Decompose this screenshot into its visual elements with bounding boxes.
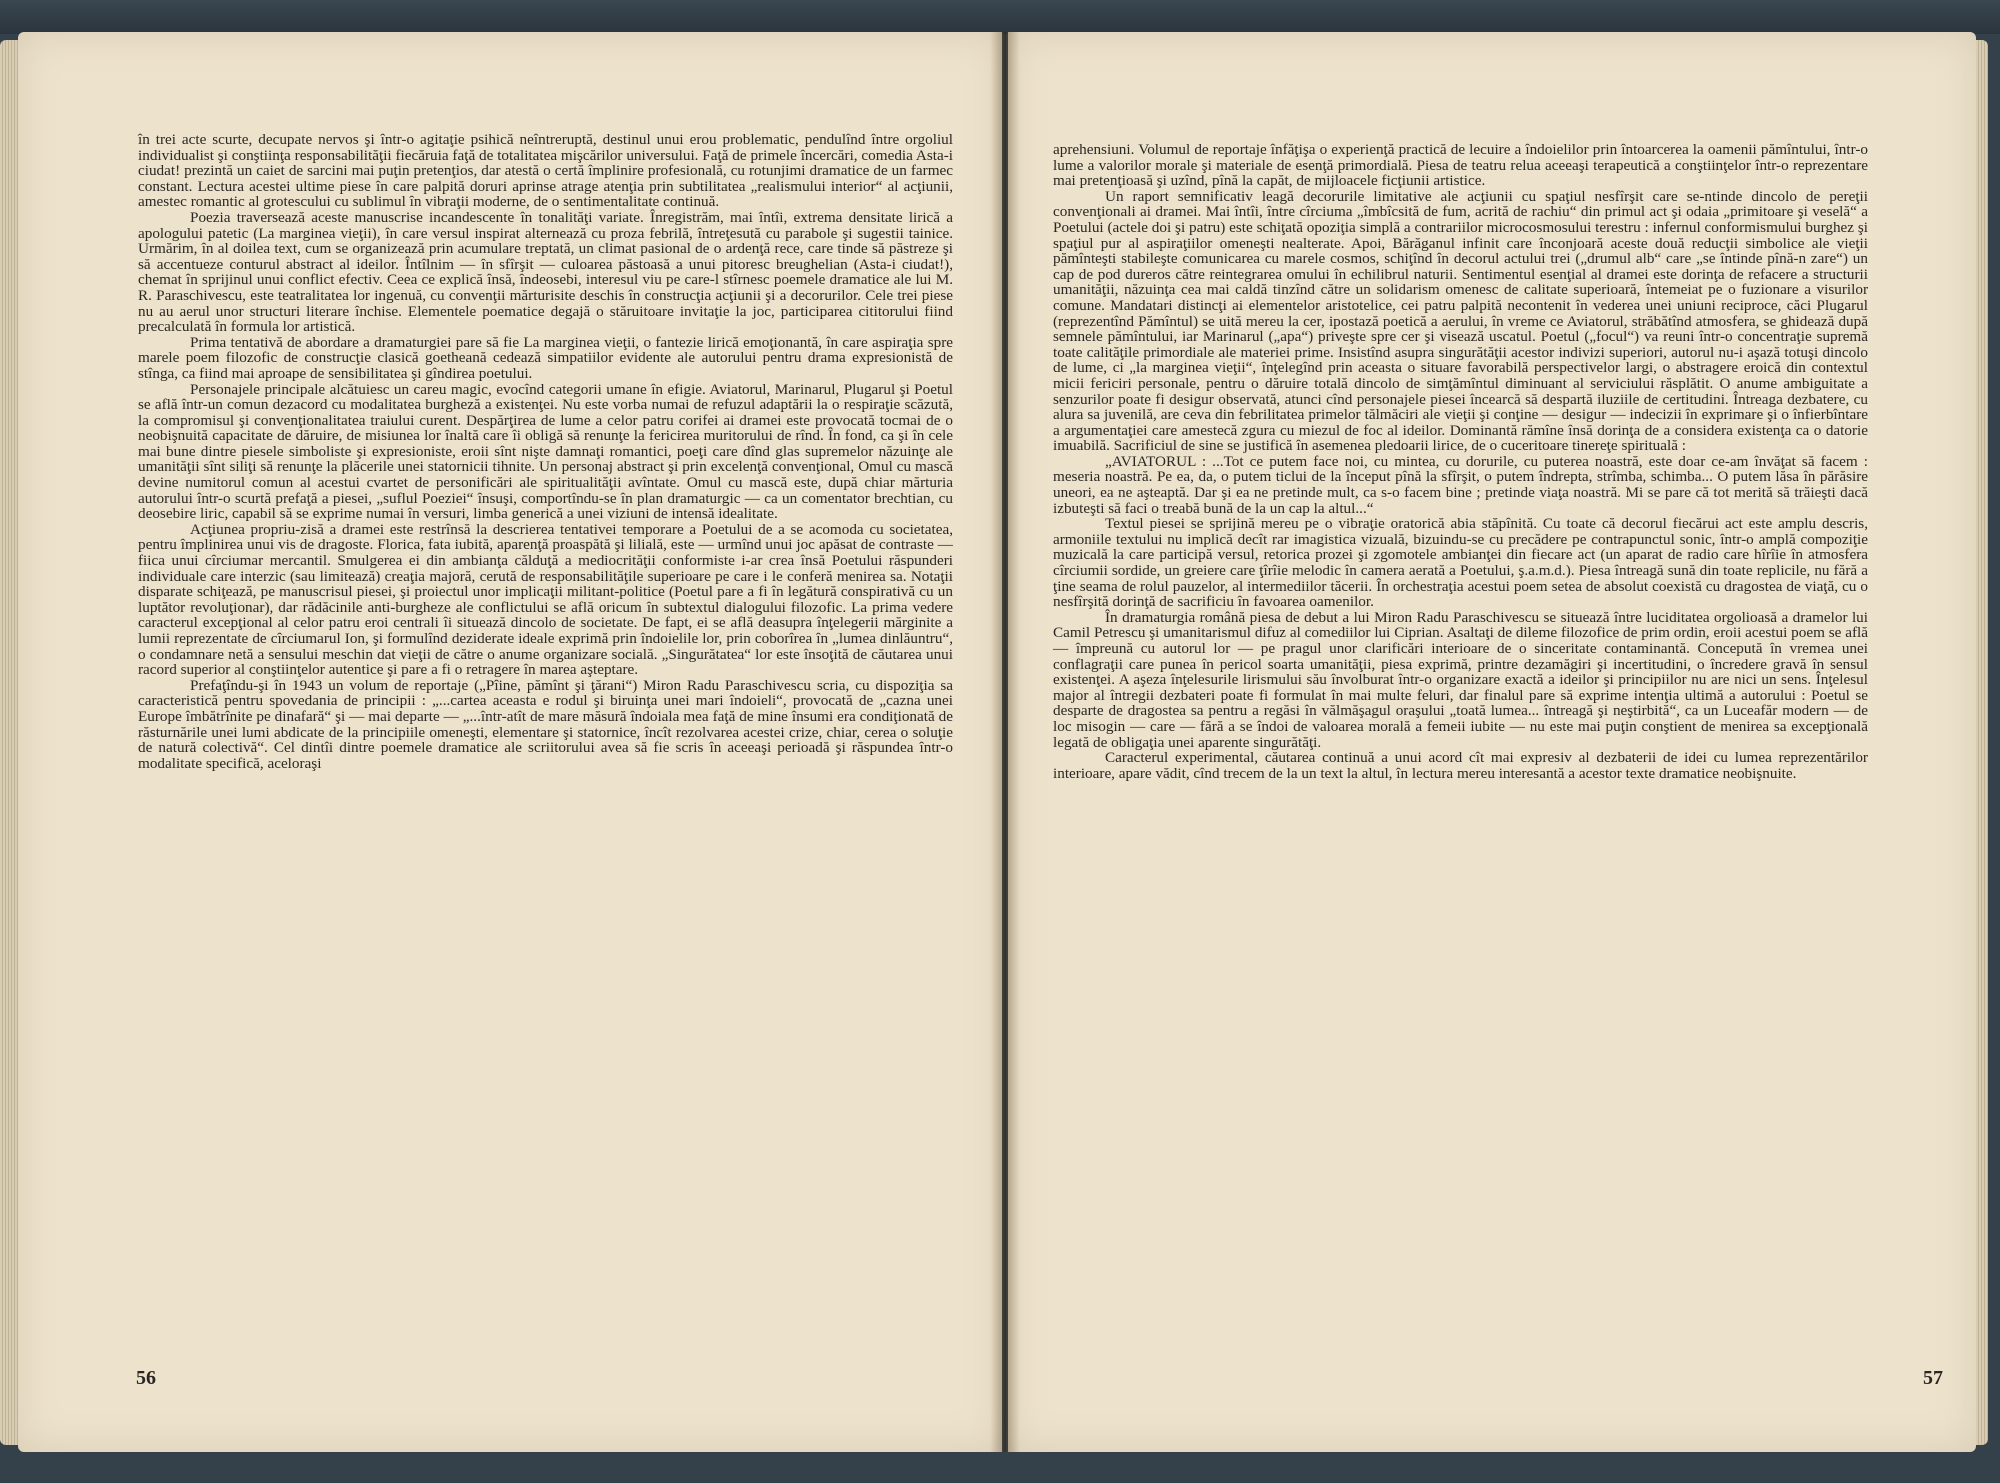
paragraph: Prima tentativă de abordare a dramaturgiei pare să fie La marginea vieţii, o fantezie lirică emoţionantă, în care aspiraţia spre marele poem filozofic de construcţie clasică goetheană cedează simpatiilor evidente ale autorului pentru drama expresionistă de stînga, ca fiind mai aproape de sensibilitatea şi gîndirea poetului. xyxy=(138,333,953,382)
left-page xyxy=(18,32,1002,1452)
right-page xyxy=(1008,32,1976,1452)
paragraph: Textul piesei se sprijină mereu pe o vibraţie oratorică abia stăpînită. Cu toate că decorul fiecărui act este amplu descris, armoniile textului nu implică decît rar imagistica vizuală, bizuindu-se cu precădere pe contrapunctul sonic, într-o amplă compoziţie muzicală la care participă versul, retorica prozei şi zgomotele ambianţei din fiecare act (un aparat de radio care hîrîie în atmosfera cîrciumii sordide, un greiere care ţîrîie melodic în camera aerată a Poetului, ş.a.m.d.). Piesa întreagă sună din toate replicile, nu fără a ţine seama de rolul pauzelor, al intermediilor tăcerii. În orchestraţia acestui poem setea de absolut coexistă cu dragostea de viaţă, cu o nesfîrşită dorinţă de sacrificiu în favoarea oamenilor. xyxy=(1053,515,1868,611)
left-page-text xyxy=(138,132,953,771)
paragraph: Poezia traversează aceste manuscrise incandescente în tonalităţi variate. Înregistrăm, mai întîi, extrema densitate lirică a apologului patetic (La marginea vieţii), în care versul inspirat alternează cu proza febrilă, întreţesută cu parabole şi sugestii tainice. Urmărim, în al doilea text, cum se organizează prin acumulare treptată, un climat pasional de o ardenţă rece, care tinde să păstreze şi să accentueze conturul abstract al ideilor. Întîlnim — în sfîrşit — culoarea păstoasă a unui pitoresc breughelian (Asta-i ciudat!), chemat în sprijinul unui conflict efectiv. Ceea ce explică însă, îndeosebi, interesul viu pe care-l stîrnesc poemele dramatice ale lui M. R. Paraschivescu, este teatralitatea lor ingenuă, cu convenţii mărturisite deschis în construcţia acţiunii şi a decorurilor. Cele trei piese nu au aerul unor structuri literare închise. Elementele poematice degajă o stăruitoare invitaţie la joc, participarea cititorului fiind precalculată în formula lor artistică. xyxy=(138,208,953,336)
paragraph: Caracterul experimental, căutarea continuă a unui acord cît mai expresiv al dezbaterii de idei cu lumea reprezentărilor interioare, apare vădit, cînd trecem de la un text la altul, în lectura mereu interesantă a acestor texte dramatice neobişnuite. xyxy=(1053,749,1868,782)
quotation: „AVIATORUL : ...Tot ce putem face noi, cu mintea, cu dorurile, cu puterea noastră, este doar ce-am învăţat să facem : meseria noastră. Pe ea, da, o putem ticlui de la început pînă la sfîrşit, o putem îndrepta, strîmba, schimba... O putem lăsa în părăsire uneori, ea ne aşteaptă. Dar şi ea ne pretinde mult, ca s-o facem bine ; pretinde viaţa noastră. Mi se pare că tot merită să trăieşti dacă izbuteşti să faci o treabă bună de la un cap la altul...“ xyxy=(1053,452,1868,517)
paragraph: în trei acte scurte, decupate nervos şi într-o agitaţie psihică neîntreruptă, destinul unui erou problematic, pendulînd între orgoliul individualist şi conştiinţa responsabilităţii fiecăruia faţă de totalitatea mişcărilor universului. Faţă de primele încercări, comedia Asta-i ciudat! prezintă un caiet de sarcini mai puţin pretenţios, dar atestă o certă împlinire profesională, cu rotunjimi dramatice de un farmec constant. Lectura acestei ultime piese în care palpită doruri aprinse atrage atenţia prin subtilitatea „realismului interior“ al acţiunii, amestec romantic al grotescului cu sublimul în vibraţii moderne, de o sentimentalitate continuă. xyxy=(138,131,953,211)
book-cover-edge xyxy=(0,0,2000,34)
page-number: 56 xyxy=(136,1367,156,1389)
paragraph: Personajele principale alcătuiesc un careu magic, evocînd categorii umane în efigie. Aviatorul, Marinarul, Plugarul şi Poetul se află într-un comun dezacord cu modalitatea burgheză a existenţei. Nu este vorba numai de refuzul adaptării la o respiraţie scăzută, la compromisul şi convenţionalitatea traiului curent. Despărţirea de lume a celor patru corifei ai dramei este provocată tocmai de o neobişnuită capacitate de dăruire, de misiunea lor înaltă care îi obligă să renunţe la fericirea muritorului de rînd. În fond, ca şi în cele mai bune dintre piesele simboliste şi expresioniste, eroii sînt nişte damnaţi romantici, poeţi care dînd glas supremelor năzuinţe ale umanităţii sînt siliţi să renunţe la plăcerile unei statornicii tihnite. Un personaj abstract şi prin excelenţă convenţional, Omul cu mască devine numitorul comun al acestui cvartet de personificări ale spiritualităţii avîntate. Omul cu mască este, după chiar mărturia autorului într-o scurtă prefaţă a piesei, „suflul Poeziei“ însuşi, comportîndu-se în plan dramaturgic — ca un comentator brechtian, cu deosebire liric, capabil să se exprime numai în versuri, limba generică a unei viziuni de intensă idealitate. xyxy=(138,380,953,523)
paragraph: În dramaturgia română piesa de debut a lui Miron Radu Paraschivescu se situează între luciditatea orgolioasă a dramelor lui Camil Petrescu şi umanitarismul difuz al comediilor lui Ciprian. Asaltaţi de dileme filozofice de prim ordin, eroii acestui poem se află — împreună cu autorul lor — pe pragul unor clarificări interioare de o sinceritate contaminantă. Concepută în vremea unei conflagraţii care punea în pericol soarta umanităţii, piesa exprimă, printre dezamăgiri şi incertitudini, o încredere gravă în sensul existenţei. A aşeza înţelesurile lirismului său învolburat într-o organizare exactă a ideilor şi principiilor nu are nici un sens. Înţelesul major al întregii dezbateri poate fi formulat în mai multe feluri, dar finalul pare să exprime intenţia ultimă a autorului : Poetul se desparte de dragostea sa pentru a regăsi în vălmăşagul oraşului „toată lumea... întreagă şi neştirbită“, ca un Luceafăr modern — de loc misogin — care — fără a se îndoi de valoarea morală a femeii iubite — nu este mai puţin conştient de menirea sa excepţională legată de obligaţia unei aparente singurătăţi. xyxy=(1053,608,1868,751)
left-page-edges xyxy=(0,40,20,1445)
book-gutter xyxy=(990,32,1020,1452)
paragraph: aprehensiuni. Volumul de reportaje înfăţişa o experienţă practică de lecuire a îndoielilor prin întoarcerea la oamenii pămîntului, într-o lume a valorilor morale şi materiale de esenţă primordială. Piesa de teatru relua aceeaşi terapeutică a conştiinţelor într-o reprezentare mai pretenţioasă şi uzînd, pînă la capăt, de mijloacele ficţiunii artistice. xyxy=(1053,141,1868,190)
paragraph: Acţiunea propriu-zisă a dramei este restrînsă la descrierea tentativei temporare a Poetului de a se acomoda cu societatea, pentru împlinirea unui vis de dragoste. Florica, fata iubită, aparenţă proaspătă şi lilială, este — urmînd unui joc apăsat de contraste — fiica unui cîrciumar mercantil. Smulgerea ei din ambianţa călduţă a mediocrităţii conformiste i-ar crea însă Poetului răspunderi individuale care interzic (sau limitează) creaţia majoră, cerută de responsabilităţile superioare pe care i le conferă menirea sa. Notaţii disparate schiţează, pe manuscrisul piesei, şi proiectul unor implicaţii militant-politice (Poetul pare a fi în legătură conspirativă cu un luptător revoluţionar), dar rădăcinile anti-burgheze ale conflictului se află oricum în subtextul dialogului filozofic. La prima vedere caracterul excepţional al celor patru eroi centrali îi situează dincolo de societate. De fapt, ei se află deasupra înţelegerii mărginite a lumii reprezentate de cîrciumarul Ion, şi formulînd deziderate ideale exprimă prin îndoielile lor, prin coborîrea în „lumea dinlăuntru“, o condamnare netă a sensului meschin dat vieţii de către o anume organizare socială. „Singurătatea“ lor este însoţită de căutarea unui racord superior al conştiinţelor autentice şi pare a fi o retragere în marea aşteptare. xyxy=(138,520,953,679)
page-number: 57 xyxy=(1923,1367,1943,1389)
paragraph: Un raport semnificativ leagă decorurile limitative ale acţiunii cu spaţiul nesfîrşit care se-ntinde dincolo de pereţii convenţionali ai dramei. Mai întîi, între cîrciuma „îmbîcsită de fum, acrită de rachiu“ din primul act şi odaia „primitoare şi veselă“ a Poetului (actele doi şi patru) este schiţată opoziţia simplă a contrariilor microcosmosului terestru : infernul conformismului burghez şi spaţiul pur al aspiraţiilor omeneşti nealterate. Apoi, Bărăganul infinit care înconjoară aceste două reducţii simbolice ale vieţii pămînteşti stabileşte comunicarea cu marele cosmos, schiţînd în decorul actului trei („drumul alb“ care „se întinde pînă-n zare“) un cap de pod dureros către reintegrarea omului în echilibrul naturii. Sentimentul esenţial al dramei este dorinţa de refacere a structurii umanităţii, năzuinţa cea mai caldă tinzînd către un solidarism omenesc de calitate superioară, întemeiat pe o fuzionare a visurilor comune. Mandatari distincţi ai elementelor aristotelice, cei patru palpită necontenit în vederea unei uniuni reciproce, căci Plugarul (reprezentînd Pămîntul) se uită mereu la cer, ipostază poetică a aerului, în vreme ce Aviatorul, străbătînd atmosfera, se ghidează după semnele pămîntului, iar Marinarul („apa“) priveşte spre cer şi visează uscatul. Poetul („focul“) va reuni într-o concentraţie supremă toate calităţile primordiale ale materiei prime. Insistînd asupra singurătăţii acestor indivizi superiori, autorul nu-i aşază totuşi dincolo de lume, ci „la marginea vieţii“, înţelegînd prin aceasta o situare favorabilă perspectivelor largi, o abstragere eroică din contextul micii fericiri personale, pentru o dăruire totală dincolo de simţămîntul diminuant al serviciului răsplătit. O anume ambiguitate a senzurilor poate fi desigur observată, atunci cînd personajele piesei încearcă să despartă iluziile de certitudini. Întreaga dezbatere, cu alura sa juvenilă, are ceva din febrilitatea primelor tălmăciri ale vieţii şi conţine — desigur — indecizii în exprimare şi o înfierbîntare a argumentaţiei care amestecă zgura cu miezul de foc al ideilor. Dominantă rămîne însă dorinţa de a considera existenţa ca o datorie imuabilă. Sacrificiul de sine se justifică în asemenea pledoarii lirice, de o cuceritoare tinereţe spirituală : xyxy=(1053,187,1868,455)
right-page-text xyxy=(1053,142,1868,781)
paragraph: Prefaţîndu-şi în 1943 un volum de reportaje („Pîine, pămînt şi ţărani“) Miron Radu Paraschivescu scria, cu dispoziţia sa caracteristică pentru spovedania de principii : „...cartea aceasta e rodul şi biruinţa unei mari îndoieli“, provocată de „cazna unei Europe îmbătrînite pe dinafară“ şi — mai departe — „...într-atît de mare măsură îndoiala mea faţă de mine însumi era condiţionată de răsturnările unei lumi abdicate de la principiile omeneşti, elementare şi statornice, încît rezolvarea acestei crize, chiar, cerea o soluţie de natură colectivă“. Cel dintîi dintre poemele dramatice ale scriitorului avea să fie scris în aceeaşi perioadă şi răspundea într-o modalitate specifică, aceloraşi xyxy=(138,676,953,772)
